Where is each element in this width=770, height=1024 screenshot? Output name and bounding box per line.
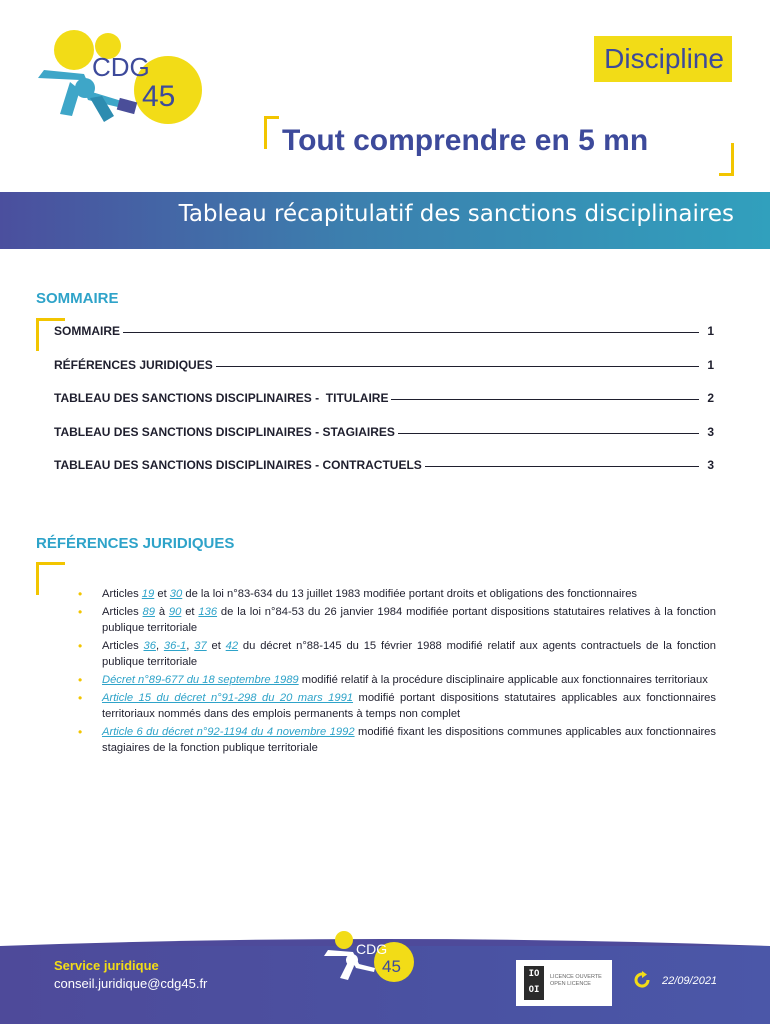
bracket-bottom-right bbox=[719, 143, 734, 176]
toc-item-label: TABLEAU DES SANCTIONS DISCIPLINAIRES - CONTRACTUELS bbox=[54, 458, 422, 472]
reference-item bbox=[78, 638, 716, 671]
reference-item bbox=[78, 690, 716, 723]
reference-link[interactable]: 89 bbox=[142, 605, 155, 618]
reference-link[interactable]: Article 6 du décret n°92-1194 du 4 novembre 1992 bbox=[102, 725, 355, 738]
toc-item-page: 2 bbox=[707, 391, 714, 405]
toc-item[interactable] bbox=[54, 391, 714, 425]
bullet-icon: • bbox=[78, 724, 83, 739]
reference-link[interactable]: 36-1 bbox=[163, 639, 187, 652]
reference-text: du décret n°88-145 du 15 février 1988 modifié relatif aux agents contractuels de la fonction publique territoriale bbox=[102, 639, 717, 669]
reference-link[interactable]: 136 bbox=[198, 605, 218, 618]
references-list bbox=[78, 586, 716, 758]
reference-text: , bbox=[155, 639, 164, 652]
toc-leader bbox=[123, 332, 699, 333]
reference-link[interactable]: 37 bbox=[194, 639, 207, 652]
reference-link[interactable]: 19 bbox=[141, 588, 155, 600]
logo-number: 45 bbox=[142, 80, 176, 113]
refresh-icon bbox=[632, 970, 652, 990]
headline-text: Tout comprendre en 5 mn bbox=[282, 124, 649, 157]
toc-item[interactable] bbox=[54, 324, 714, 358]
reference-text: de la loi n°84-53 du 26 janvier 1984 modifiée portant dispositions statutaires relatives à la fonction publique territoriale bbox=[102, 605, 716, 635]
toc-leader bbox=[425, 466, 699, 467]
toc-item-page: 1 bbox=[707, 324, 714, 338]
reference-text: modifié fixant les dispositions communes applicables aux fonctionnaires stagiaires de la fonction publique territoriale bbox=[102, 725, 716, 755]
toc-item[interactable] bbox=[54, 425, 714, 459]
reference-item bbox=[78, 586, 716, 603]
reference-link[interactable]: 90 bbox=[168, 605, 182, 618]
toc-item-label: SOMMAIRE bbox=[54, 324, 120, 338]
reference-link[interactable]: 30 bbox=[169, 588, 183, 600]
toc-heading: SOMMAIRE bbox=[36, 290, 119, 307]
toc-item-page: 3 bbox=[707, 424, 714, 439]
toc-item-page: 1 bbox=[707, 357, 714, 372]
bullet-icon: • bbox=[78, 672, 83, 687]
reference-text: Articles bbox=[102, 605, 143, 618]
toc-item-label: TABLEAU DES SANCTIONS DISCIPLINAIRES - TITULAIRE bbox=[54, 391, 389, 405]
references-heading: RÉFÉRENCES JURIDIQUES bbox=[36, 535, 235, 552]
toc-leader bbox=[391, 399, 699, 400]
reference-text: modifié portant dispositions statutaires applicables aux fonctionnaires territoriaux nommés dans des emplois permanents à temps non complet bbox=[102, 691, 716, 721]
footer-logo-text: CDG bbox=[356, 941, 388, 957]
toc-leader bbox=[216, 366, 699, 367]
licence-box: IO OI bbox=[524, 966, 544, 1000]
footer-logo bbox=[322, 930, 422, 990]
licence-text: LICENCE OUVERTE OPEN LICENCE bbox=[550, 974, 602, 987]
reference-text: Articles bbox=[102, 639, 144, 652]
bullet-icon: • bbox=[78, 604, 83, 619]
reference-text: et bbox=[181, 605, 199, 618]
reference-item bbox=[78, 672, 716, 689]
title-banner bbox=[0, 192, 770, 249]
toc-item-label: RÉFÉRENCES JURIDIQUES bbox=[54, 357, 213, 372]
bullet-icon: • bbox=[78, 638, 83, 653]
footer-email[interactable]: conseil.juridique@cdg45.fr bbox=[54, 976, 208, 991]
reference-text: et bbox=[154, 588, 170, 600]
reference-link[interactable]: 42 bbox=[225, 639, 239, 652]
reference-text: à bbox=[154, 605, 169, 618]
table-of-contents bbox=[54, 324, 714, 492]
reference-item bbox=[78, 604, 716, 637]
bullet-icon: • bbox=[78, 587, 83, 601]
reference-text: modifié relatif à la procédure disciplinaire applicable aux fonctionnaires territoriaux bbox=[298, 673, 708, 686]
headline bbox=[264, 112, 734, 176]
bullet-icon: • bbox=[78, 690, 83, 705]
reference-link[interactable]: 36 bbox=[143, 639, 156, 652]
licence-logo[interactable] bbox=[516, 960, 612, 1006]
reference-link[interactable]: Article 15 du décret n°91-298 du 20 mars 1991 bbox=[102, 691, 354, 704]
footer-service: Service juridique bbox=[54, 958, 159, 973]
reference-text: , bbox=[186, 639, 195, 652]
toc-item-page: 3 bbox=[707, 458, 714, 472]
logo-text: CDG bbox=[92, 52, 150, 82]
banner-text: Tableau récapitulatif des sanctions disciplinaires bbox=[178, 201, 734, 227]
reference-text: et bbox=[206, 639, 226, 652]
reference-text: de la loi n°83-634 du 13 juillet 1983 modifiée portant droits et obligations des fonctionnaires bbox=[182, 588, 638, 600]
toc-leader bbox=[398, 433, 699, 434]
footer-logo-number: 45 bbox=[382, 957, 401, 976]
reference-text: Articles bbox=[102, 588, 142, 600]
footer-date: 22/09/2021 bbox=[662, 975, 718, 987]
references-accent bbox=[36, 562, 65, 595]
reference-item bbox=[78, 724, 716, 757]
toc-item[interactable] bbox=[54, 458, 714, 492]
category-tag: Discipline bbox=[594, 36, 732, 82]
cdg45-logo bbox=[30, 30, 210, 130]
toc-item[interactable] bbox=[54, 358, 714, 392]
reference-link[interactable]: Décret n°89-677 du 18 septembre 1989 bbox=[102, 673, 299, 686]
toc-item-label: TABLEAU DES SANCTIONS DISCIPLINAIRES - STAGIAIRES bbox=[54, 424, 395, 439]
bracket-top-left bbox=[264, 116, 279, 149]
